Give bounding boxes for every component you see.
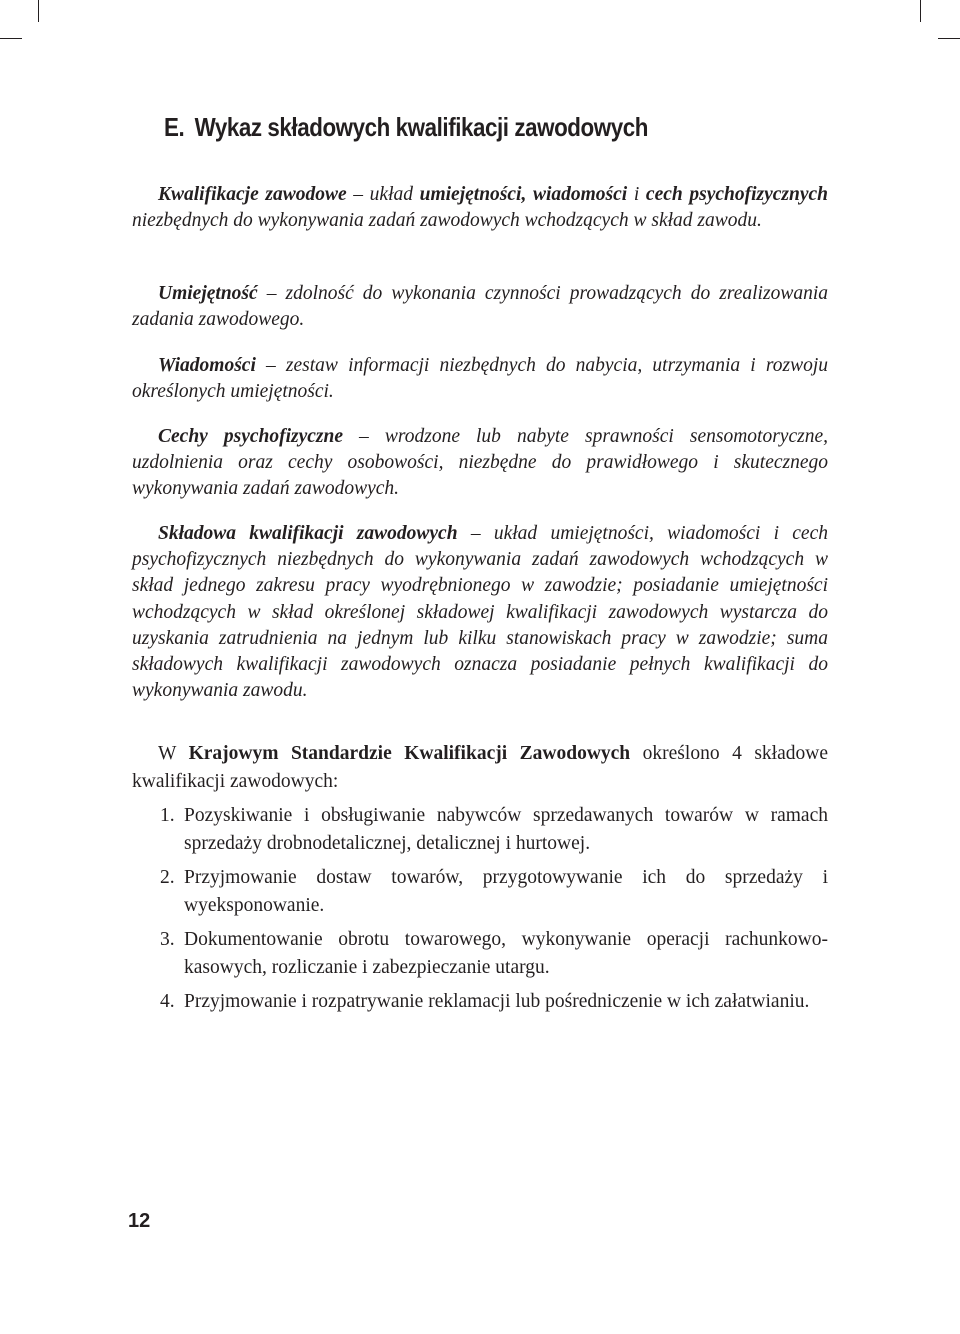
definition-text: niezbędnych do wykonywania zadań zawodowych wchodzących w skład zawodu.: [132, 210, 762, 232]
list-item: [132, 926, 828, 982]
definition-term: Umiejętność: [158, 283, 258, 304]
definition-text: – zestaw informacji niezbędnych do nabycia, utrzymania i rozwoju określonych umiejętności.: [132, 355, 828, 403]
intro-paragraph: [132, 740, 828, 796]
definition-umiejetnosc: [132, 281, 828, 333]
definition-term: Cechy psychofizyczne: [158, 426, 344, 447]
definition-text: i: [627, 184, 646, 205]
definition-term: Składowa kwalifikacji zawodowych: [158, 523, 458, 544]
definition-cechy: [132, 424, 828, 503]
list-item: [132, 802, 828, 858]
crop-mark: [938, 38, 960, 39]
list-number: 4.: [160, 991, 175, 1012]
list-text: Przyjmowanie i rozpatrywanie reklamacji lub pośredniczenie w ich załatwianiu.: [184, 991, 810, 1012]
section-heading: [164, 112, 648, 143]
list-number: 1.: [160, 805, 175, 826]
crop-mark: [920, 0, 921, 22]
definition-skladowa: [132, 521, 828, 704]
intro-text: określono 4 składowe kwalifikacji zawodowych:: [132, 743, 828, 792]
definition-text: – układ: [346, 184, 420, 205]
components-list: [132, 802, 828, 1022]
list-number: 2.: [160, 867, 175, 888]
definition-text: – zdolność do wykonania czynności prowadzących do zrealizowania zadania zawodowego.: [132, 283, 828, 331]
definition-kwalifikacje: [132, 182, 828, 234]
list-item: [132, 988, 828, 1016]
section-title: Wykaz składowych kwalifikacji zawodowych: [194, 112, 648, 142]
list-number: 3.: [160, 929, 175, 950]
definition-bold: umiejętności, wiadomości: [419, 184, 628, 205]
list-text: Dokumentowanie obrotu towarowego, wykonywanie operacji rachunkowo-kasowych, rozliczanie i zabezpieczanie utargu.: [184, 929, 828, 978]
definition-term: Wiadomości: [158, 355, 256, 376]
crop-mark: [0, 38, 22, 39]
crop-mark: [38, 0, 39, 22]
definition-wiadomosci: [132, 353, 828, 405]
definition-bold: cech psychofizycznych: [645, 184, 829, 205]
intro-bold: Krajowym Standardzie Kwalifikacji Zawodowych: [188, 743, 631, 764]
definition-term: Kwalifikacje zawodowe: [158, 184, 347, 205]
intro-text: W: [158, 743, 189, 764]
list-item: [132, 864, 828, 920]
page-number: 12: [128, 1210, 151, 1232]
list-text: Pozyskiwanie i obsługiwanie nabywców sprzedawanych towarów w ramach sprzedaży drobnodetalicznej, detalicznej i hurtowej.: [184, 805, 828, 854]
section-letter: E.: [164, 112, 185, 142]
definition-text: – wrodzone lub nabyte sprawności sensomotoryczne, uzdolnienia oraz cechy osobowości, niezbędne do prawidłowego i skutecznego wykonywania zadań zawodowych.: [132, 426, 828, 500]
definition-text: – układ umiejętności, wiadomości i cech psychofizycznych niezbędnych do wykonywania zadań zawodowych wchodzących w skład jednego zakresu pracy wyodrębnionego w zawodzie; posiadanie umiejętności wchodzących w skład określonej składowej kwalifikacji zawodowych wystarcza do uzyskania zatrudnienia na jednym lub kilku stanowiskach pracy w zawodzie; suma składowych kwalifikacji zawodowych oznacza posiadanie pełnych kwalifikacji do wykonywania zawodu.: [132, 523, 828, 702]
list-text: Przyjmowanie dostaw towarów, przygotowywanie ich do sprzedaży i wyeksponowanie.: [184, 867, 828, 916]
